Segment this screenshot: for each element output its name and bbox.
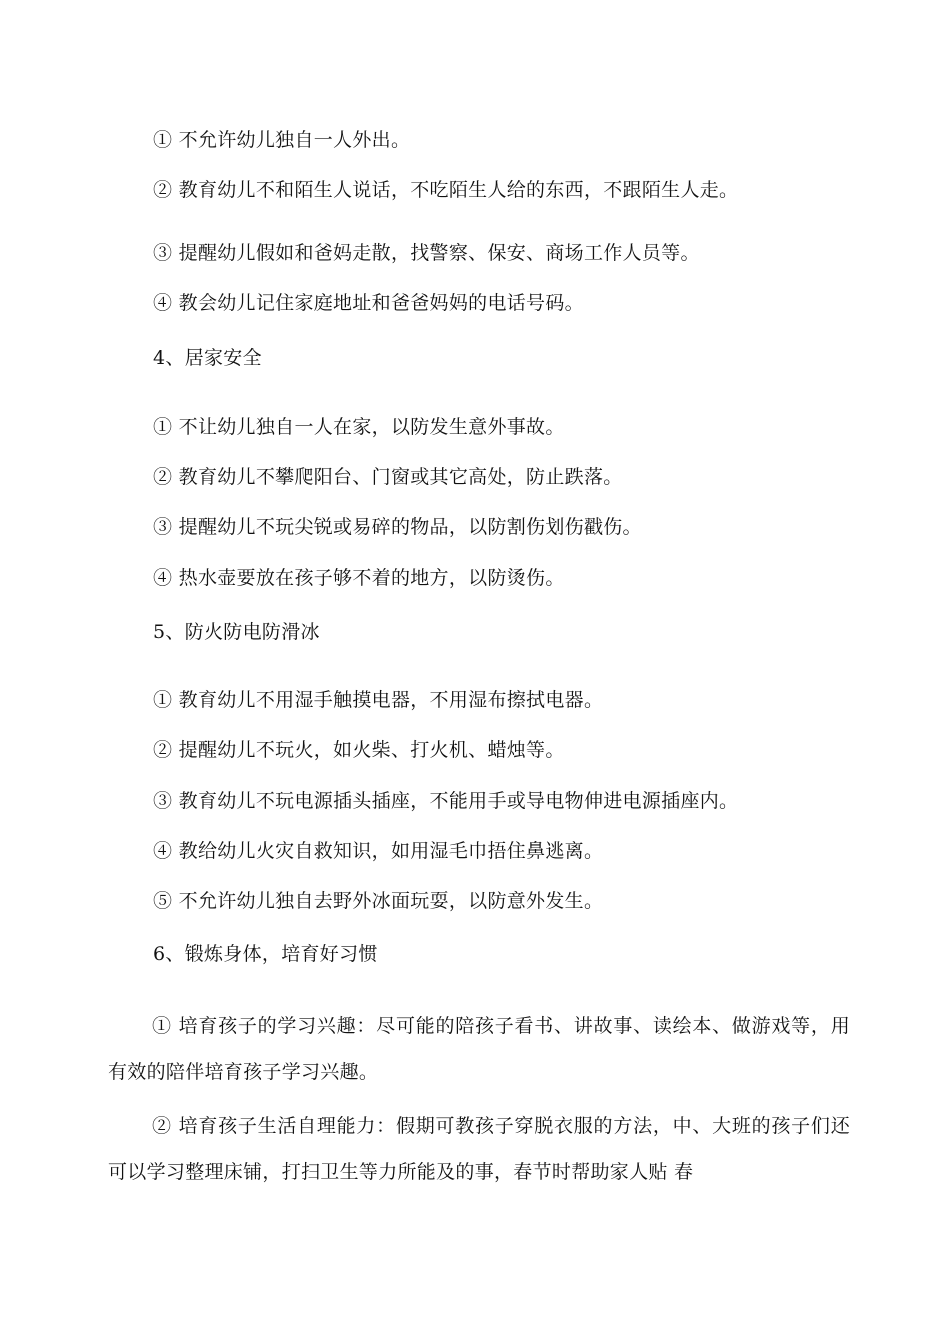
safety-item-fire-1: ① 教育幼儿不用湿手触摸电器，不用湿布擦拭电器。 bbox=[153, 689, 604, 711]
safety-item-home-1: ① 不让幼儿独自一人在家，以防发生意外事故。 bbox=[153, 416, 565, 438]
safety-item-home-4: ④ 热水壶要放在孩子够不着的地方，以防烫伤。 bbox=[153, 567, 565, 589]
safety-item-outing-4: ④ 教会幼儿记住家庭地址和爸爸妈妈的电话号码。 bbox=[153, 292, 584, 314]
safety-item-fire-3: ③ 教育幼儿不玩电源插头插座，不能用手或导电物伸进电源插座内。 bbox=[153, 790, 739, 812]
safety-item-outing-3: ③ 提醒幼儿假如和爸妈走散，找警察、保安、商场工作人员等。 bbox=[153, 242, 700, 264]
safety-item-outing-2: ② 教育幼儿不和陌生人说话，不吃陌生人给的东西，不跟陌生人走。 bbox=[153, 179, 739, 201]
safety-item-fire-4: ④ 教给幼儿火灾自救知识，如用湿毛巾捂住鼻逃离。 bbox=[153, 840, 604, 862]
habit-paragraph-self-care: ② 培育孩子生活自理能力：假期可教孩子穿脱衣服的方法，中、大班的孩子们还可以学习整理床铺，打扫卫生等力所能及的事，春节时帮助家人贴 春 bbox=[108, 1115, 850, 1183]
safety-item-fire-2: ② 提醒幼儿不玩火，如火柴、打火机、蜡烛等。 bbox=[153, 739, 565, 761]
habit-paragraph-learning-interest: ① 培育孩子的学习兴趣：尽可能的陪孩子看书、讲故事、读绘本、做游戏等，用有效的陪伴培育孩子学习兴趣。 bbox=[108, 1015, 850, 1083]
safety-item-home-3: ③ 提醒幼儿不玩尖锐或易碎的物品，以防割伤划伤戳伤。 bbox=[153, 516, 642, 538]
section-heading-exercise-habits: 6、锻炼身体，培育好习惯 bbox=[153, 943, 378, 965]
section-heading-fire-electric-ice: 5、防火防电防滑冰 bbox=[153, 621, 320, 643]
safety-item-fire-5: ⑤ 不允许幼儿独自去野外冰面玩耍，以防意外发生。 bbox=[153, 890, 604, 912]
section-heading-home-safety: 4、居家安全 bbox=[153, 347, 262, 369]
safety-item-outing-1: ① 不允许幼儿独自一人外出。 bbox=[153, 129, 411, 151]
safety-item-home-2: ② 教育幼儿不攀爬阳台、门窗或其它高处，防止跌落。 bbox=[153, 466, 623, 488]
